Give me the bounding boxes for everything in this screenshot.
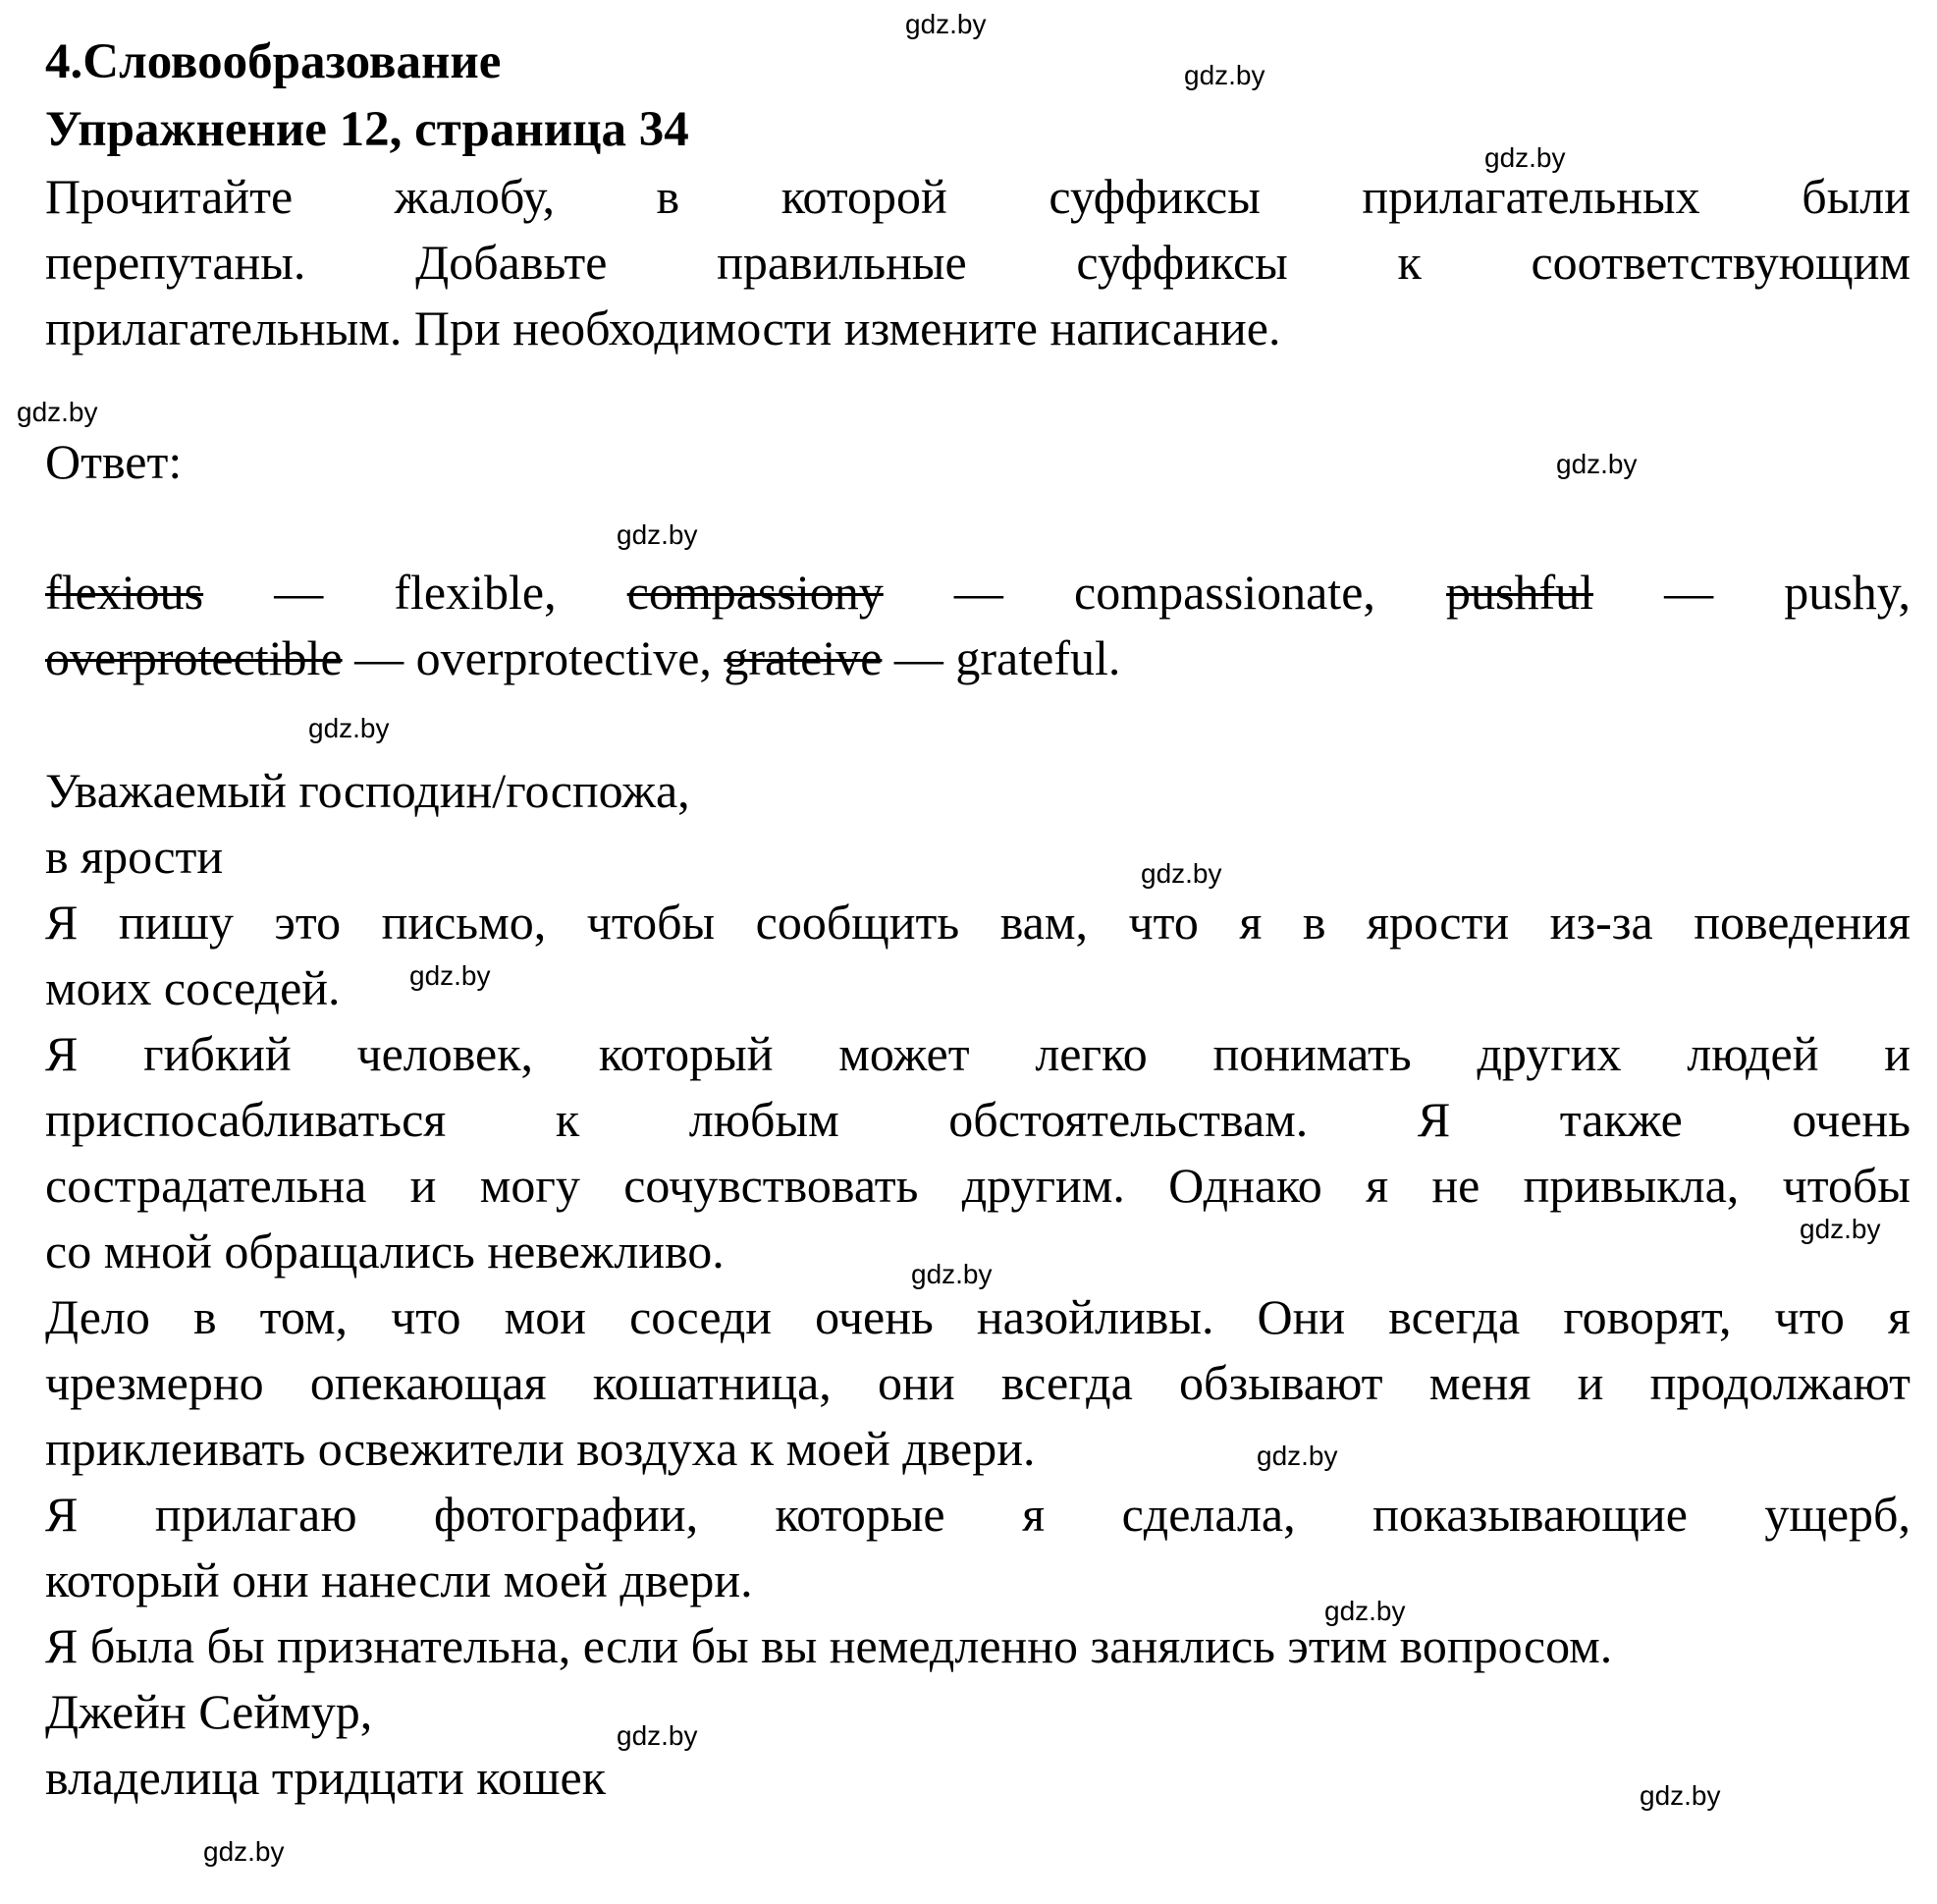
- watermark: gdz.by: [905, 9, 987, 39]
- corrections-line-1: [45, 565, 1910, 620]
- letter-line: Я пишу это письмо, чтобы сообщить вам, что я в ярости из-за поведения: [45, 895, 1910, 950]
- watermark: gdz.by: [409, 960, 491, 991]
- watermark: gdz.by: [1141, 858, 1222, 889]
- letter-line: чрезмерно опекающая кошатница, они всегда обзывают меня и продолжают: [45, 1355, 1910, 1410]
- watermark: gdz.by: [1257, 1441, 1338, 1471]
- watermark: gdz.by: [1800, 1214, 1881, 1244]
- letter-line: Джейн Сеймур,: [45, 1684, 373, 1739]
- dash: —: [1664, 565, 1714, 620]
- letter-line: Я была бы признательна, если бы вы немедленно занялись этим вопросом.: [45, 1618, 1613, 1673]
- correct-word: pushy,: [1784, 565, 1910, 620]
- watermark: gdz.by: [1640, 1780, 1721, 1811]
- wrong-word: flexious: [45, 565, 204, 620]
- wrong-word: overprotectible: [45, 630, 343, 685]
- letter-line: со мной обращались невежливо.: [45, 1224, 725, 1278]
- dash: —: [893, 630, 943, 685]
- watermark: gdz.by: [1184, 60, 1265, 90]
- dash: —: [354, 630, 404, 685]
- letter-line: в ярости: [45, 829, 224, 884]
- correct-word: compassionate,: [1074, 565, 1375, 620]
- watermark: gdz.by: [911, 1259, 993, 1289]
- watermark: gdz.by: [1324, 1596, 1406, 1626]
- wrong-word: compassiony: [626, 565, 884, 620]
- letter-line: моих соседей.: [45, 960, 341, 1015]
- letter-line: Я гибкий человек, который может легко понимать других людей и: [45, 1026, 1910, 1081]
- exercise-title: Упражнение 12, страница 34: [45, 102, 689, 157]
- watermark: gdz.by: [617, 519, 698, 550]
- answer-label: Ответ:: [45, 434, 183, 489]
- correct-word: grateful.: [955, 630, 1121, 685]
- correct-word: flexible,: [394, 565, 557, 620]
- task-line-1: Прочитайте жалобу, в которой суффиксы прилагательных были: [45, 169, 1910, 224]
- letter-line: владелица тридцати кошек: [45, 1750, 607, 1805]
- wrong-word: pushful: [1446, 565, 1594, 620]
- letter-line: который они нанесли моей двери.: [45, 1552, 753, 1607]
- letter-line: приклеивать освежители воздуха к моей двери.: [45, 1421, 1036, 1476]
- letter-line: приспосабливаться к любым обстоятельствам. Я также очень: [45, 1092, 1910, 1147]
- letter-line: Уважаемый господин/госпожа,: [45, 763, 690, 818]
- task-line-2: перепутаны. Добавьте правильные суффиксы к соответствующим: [45, 235, 1910, 290]
- letter-line: Дело в том, что мои соседи очень назойливы. Они всегда говорят, что я: [45, 1289, 1910, 1344]
- wrong-word: grateive: [724, 630, 883, 685]
- letter-line: сострадательна и могу сочувствовать другим. Однако я не привыкла, чтобы: [45, 1158, 1910, 1213]
- watermark: gdz.by: [203, 1836, 285, 1867]
- watermark: gdz.by: [308, 713, 390, 743]
- watermark: gdz.by: [17, 397, 98, 427]
- watermark: gdz.by: [1484, 142, 1566, 173]
- letter-line: Я прилагаю фотографии, которые я сделала, показывающие ущерб,: [45, 1487, 1910, 1542]
- corrections-line-2: [45, 630, 1121, 685]
- correct-word: overprotective,: [415, 630, 712, 685]
- watermark: gdz.by: [1556, 449, 1638, 479]
- watermark: gdz.by: [617, 1720, 698, 1751]
- dash: —: [953, 565, 1003, 620]
- task-line-3: прилагательным. При необходимости измените написание.: [45, 300, 1281, 355]
- section-title: 4.Словообразование: [45, 34, 502, 89]
- dash: —: [274, 565, 324, 620]
